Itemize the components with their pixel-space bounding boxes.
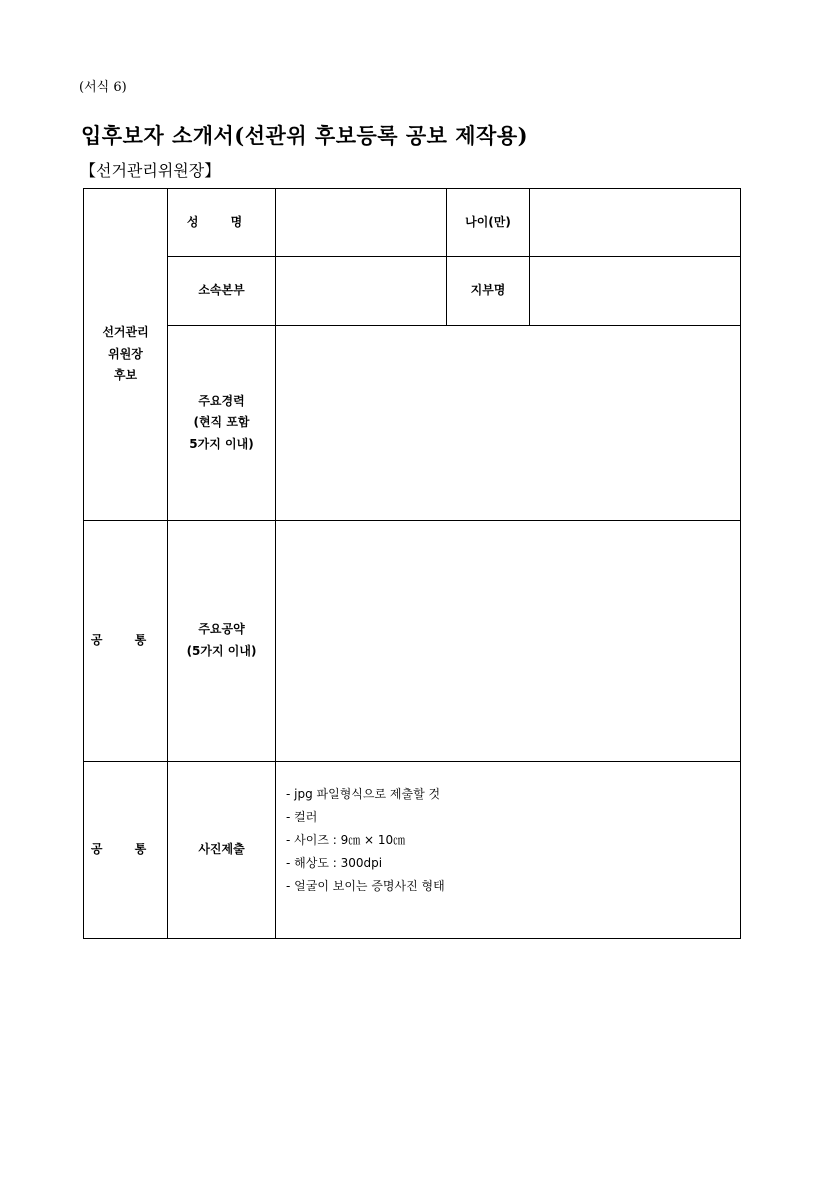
table-row-affiliation <box>84 257 741 326</box>
branch-label: 지부명 <box>447 257 530 326</box>
common-group-cell-1: 공 통 <box>84 521 168 762</box>
table-row-name <box>84 189 741 257</box>
candidate-form-table <box>83 188 741 939</box>
common-group-cell-2: 공 통 <box>84 762 168 939</box>
photo-note-item: - 얼굴이 보이는 증명사진 형태 <box>286 878 445 893</box>
section-label: 【선거관리위원장】 <box>80 161 221 180</box>
form-number: (서식 6) <box>79 80 127 95</box>
candidate-group-line-3: 후보 <box>113 368 138 383</box>
pledge-label-line-2: (5가지 이내) <box>186 644 257 658</box>
age-field[interactable] <box>530 189 741 257</box>
career-field[interactable] <box>276 326 741 521</box>
pledge-field[interactable] <box>276 521 741 762</box>
photo-note-item: - 컬러 <box>286 809 318 824</box>
photo-notes-cell <box>276 762 741 939</box>
pledge-label-line-1: 주요공약 <box>198 622 245 637</box>
photo-label: 사진제출 <box>168 762 276 939</box>
career-label <box>168 326 276 521</box>
photo-note-item: - 해상도 : 300dpi <box>286 855 383 870</box>
name-label: 성 명 <box>168 189 276 257</box>
candidate-group-line-2: 위원장 <box>108 346 143 361</box>
table-row-pledge <box>84 521 741 762</box>
candidate-group-cell <box>84 189 168 521</box>
age-label: 나이(만) <box>447 189 530 257</box>
photo-note-item: - jpg 파일형식으로 제출할 것 <box>286 786 441 801</box>
name-field[interactable] <box>276 189 447 257</box>
pledge-label <box>168 521 276 762</box>
photo-note-item: - 사이즈 : 9㎝ × 10㎝ <box>286 832 406 847</box>
affiliation-label: 소속본부 <box>168 257 276 326</box>
table-row-photo <box>84 762 741 939</box>
branch-field[interactable] <box>530 257 741 326</box>
table-row-career <box>84 326 741 521</box>
affiliation-field[interactable] <box>276 257 447 326</box>
document-title: 입후보자 소개서(선관위 후보등록 공보 제작용) <box>81 123 529 148</box>
career-label-line-3: 5가지 이내) <box>189 436 254 451</box>
photo-notes-list <box>286 783 740 898</box>
candidate-group-line-1: 선거관리 <box>102 325 149 340</box>
career-label-line-2: (현직 포함 <box>193 415 250 430</box>
career-label-line-1: 주요경력 <box>198 393 245 408</box>
